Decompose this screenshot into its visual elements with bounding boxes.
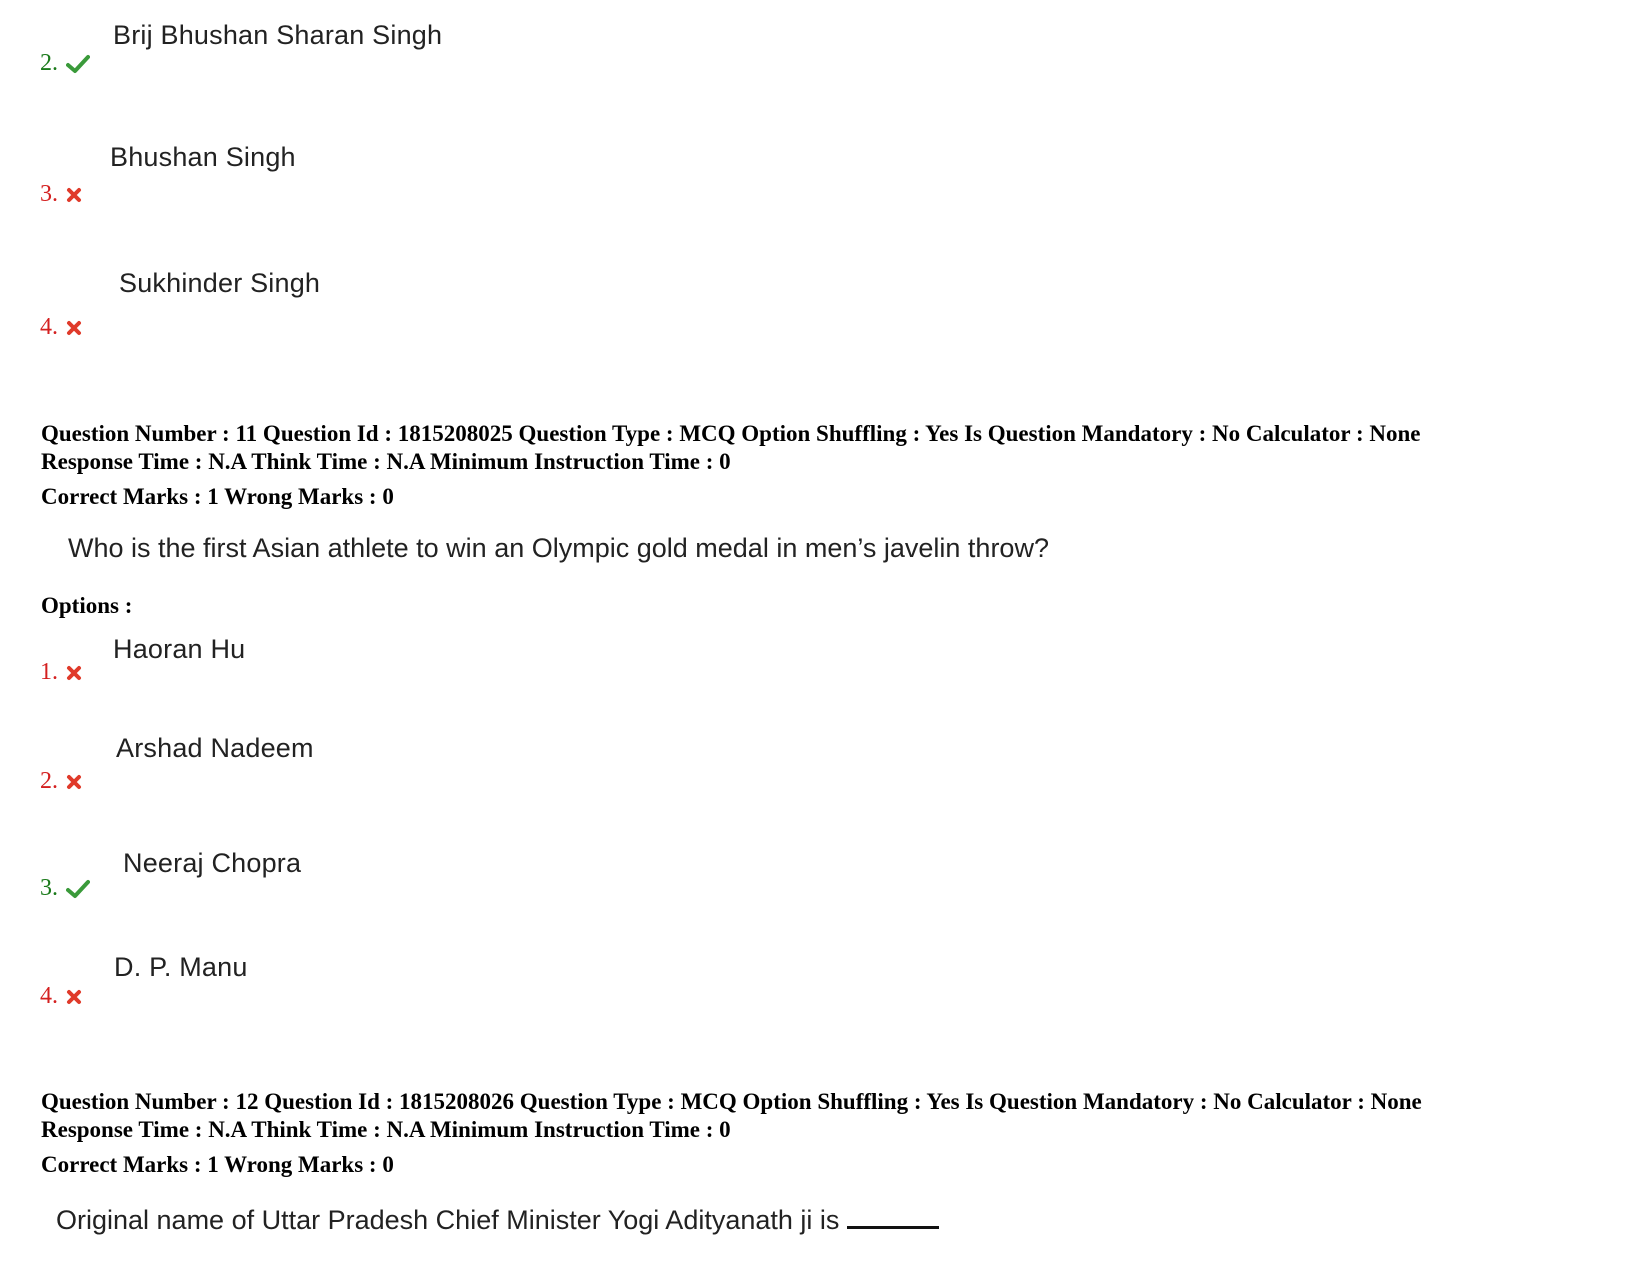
- question-text: Original name of Uttar Pradesh Chief Minister Yogi Adityanath ji is: [56, 1205, 939, 1236]
- cross-icon: [66, 989, 82, 1005]
- option-number: 2.: [40, 768, 82, 795]
- option-text: Bhushan Singh: [110, 142, 296, 172]
- option-number: 4.: [40, 314, 82, 341]
- option-number: 2.: [40, 50, 90, 77]
- option-number: 3.: [40, 181, 82, 208]
- cross-icon: [66, 665, 82, 681]
- option-number: 4.: [40, 983, 82, 1010]
- option-number: 1.: [40, 659, 82, 686]
- check-icon: [66, 879, 90, 899]
- options-label: Options :: [41, 593, 133, 618]
- option-number: 3.: [40, 875, 90, 902]
- question-text: Who is the first Asian athlete to win an Olympic gold medal in men’s javelin throw?: [68, 533, 1049, 563]
- cross-icon: [66, 320, 82, 336]
- option-text: Neeraj Chopra: [123, 848, 302, 878]
- cross-icon: [66, 187, 82, 203]
- option-text: Brij Bhushan Sharan Singh: [113, 20, 443, 50]
- question-meta: Question Number : 12 Question Id : 1815208026 Question Type : MCQ Option Shuffling : Yes Is Question Mandatory : No Calculator : None: [41, 1089, 1422, 1114]
- question-timing: Response Time : N.A Think Time : N.A Minimum Instruction Time : 0: [41, 1117, 731, 1142]
- question-marks: Correct Marks : 1 Wrong Marks : 0: [41, 1152, 394, 1177]
- check-icon: [66, 54, 90, 74]
- option-text: Sukhinder Singh: [119, 268, 321, 298]
- cross-icon: [66, 774, 82, 790]
- option-text: Arshad Nadeem: [116, 733, 314, 763]
- question-marks: Correct Marks : 1 Wrong Marks : 0: [41, 484, 394, 509]
- question-meta: Question Number : 11 Question Id : 1815208025 Question Type : MCQ Option Shuffling : Yes Is Question Mandatory : No Calculator : None: [41, 421, 1421, 446]
- option-text: D. P. Manu: [114, 952, 248, 982]
- question-timing: Response Time : N.A Think Time : N.A Minimum Instruction Time : 0: [41, 449, 731, 474]
- fill-in-blank: [847, 1226, 939, 1229]
- option-text: Haoran Hu: [113, 634, 246, 664]
